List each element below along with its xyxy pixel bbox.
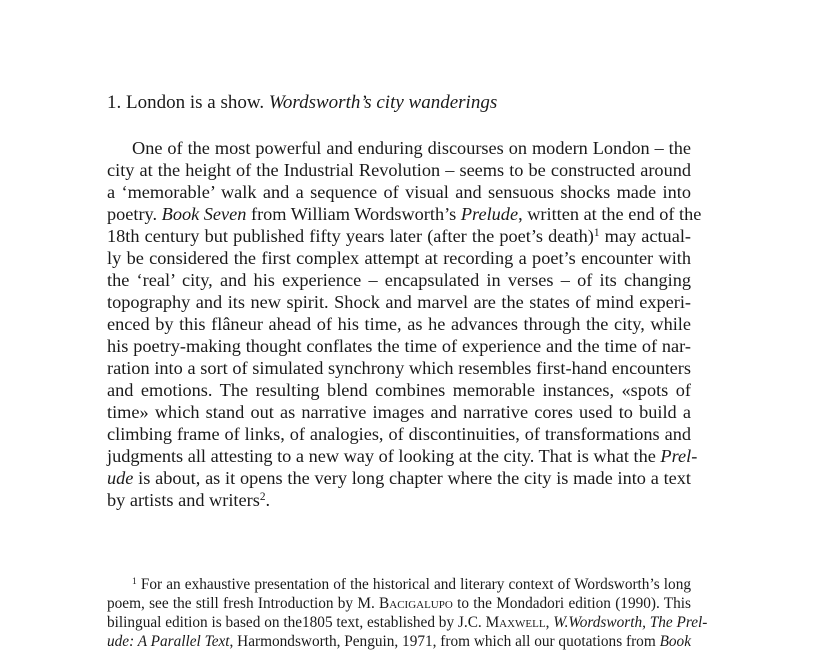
body-text-run: poetry. <box>107 204 162 224</box>
footnote-line <box>107 594 691 613</box>
footnote-text-run: , Harmondsworth, Penguin, 1971, from which all our quotations from <box>229 633 660 650</box>
citation-title-italic: Book <box>659 633 691 650</box>
body-text-run: from William Wordsworth’s <box>246 204 461 224</box>
footnote-text-run: For an exhaustive presentation of the historical and literary context of Wordsworth’s long <box>136 576 691 593</box>
body-line: climbing frame of links, of analogies, of discontinuities, of transformations and <box>107 424 691 444</box>
author-name-smallcaps: Maxwell <box>485 614 546 631</box>
body-text-run: judgments all attesting to a new way of looking at the city. That is what the <box>107 446 661 466</box>
citation-title-italic: W.Wordsworth, The Prel- <box>553 614 708 631</box>
body-line: ration into a sort of simulated synchrony which resembles first-hand encounters <box>107 358 691 378</box>
body-line: the ‘real’ city, and his experience – encapsulated in verses – of its changing <box>107 270 691 290</box>
body-line: enced by this flâneur ahead of his time, as he advances through the city, while <box>107 314 691 334</box>
prelude-title-italic: ude <box>107 468 134 488</box>
footnote-line <box>107 575 691 594</box>
footnote-marker: 1 <box>132 576 137 587</box>
footnote-line <box>107 632 691 651</box>
body-text-run: is about, as it opens the very long chapter where the city is made into a text <box>133 468 691 488</box>
body-text-run: . <box>265 490 271 510</box>
body-line: and emotions. The resulting blend combines memorable instances, «spots of <box>107 380 691 400</box>
body-paragraph <box>107 137 702 511</box>
prelude-title-italic: Prelude <box>460 204 519 224</box>
section-heading-italic-title: Wordsworth’s city wanderings <box>268 92 498 113</box>
body-line: city at the height of the Industrial Revolution – seems to be constructed around <box>107 160 691 180</box>
footnote-text-run: , <box>545 614 554 631</box>
footnote-text-run: to the Mondadori edition (1990). This <box>452 595 691 612</box>
body-line: a ‘memorable’ walk and a sequence of visual and sensuous shocks made into <box>107 182 691 202</box>
footnote-text-run: poem, see the still fresh Introduction by M. <box>107 595 380 612</box>
book-title-italic: Book Seven <box>161 204 247 224</box>
body-line <box>107 203 702 225</box>
body-text-run: , written at the end of the <box>518 204 702 224</box>
body-line <box>107 225 691 247</box>
body-text-run: by artists and writers <box>107 490 260 510</box>
footnote-ref-2: 2 <box>259 490 266 503</box>
section-heading-text: 1. London is a show. <box>107 92 269 113</box>
body-text-run: may actual- <box>599 226 691 246</box>
body-line: his poetry-making thought conflates the time of experience and the time of nar- <box>107 336 691 356</box>
footnote-ref-1: 1 <box>593 226 600 239</box>
footnote-text-run: bilingual edition is based on the1805 text, established by J.C. <box>107 614 486 631</box>
body-text-run: 18th century but published fifty years later (after the poet’s death) <box>107 226 594 246</box>
body-line <box>107 445 698 467</box>
body-line: ly be considered the first complex attempt at recording a poet’s encounter with <box>107 248 691 268</box>
body-line: topography and its new spirit. Shock and marvel are the states of mind experi- <box>107 292 691 312</box>
author-name-smallcaps: Bacigalupo <box>379 595 453 612</box>
footnote-line <box>107 613 708 632</box>
body-line: time» which stand out as narrative images and narrative cores used to build a <box>107 402 691 422</box>
body-line <box>107 467 691 489</box>
body-line <box>107 489 691 511</box>
body-line: One of the most powerful and enduring discourses on modern London – the <box>132 138 691 158</box>
section-heading <box>107 91 497 115</box>
prelude-title-italic: Prel- <box>660 446 698 466</box>
citation-title-italic: ude: A Parallel Text <box>107 633 230 650</box>
